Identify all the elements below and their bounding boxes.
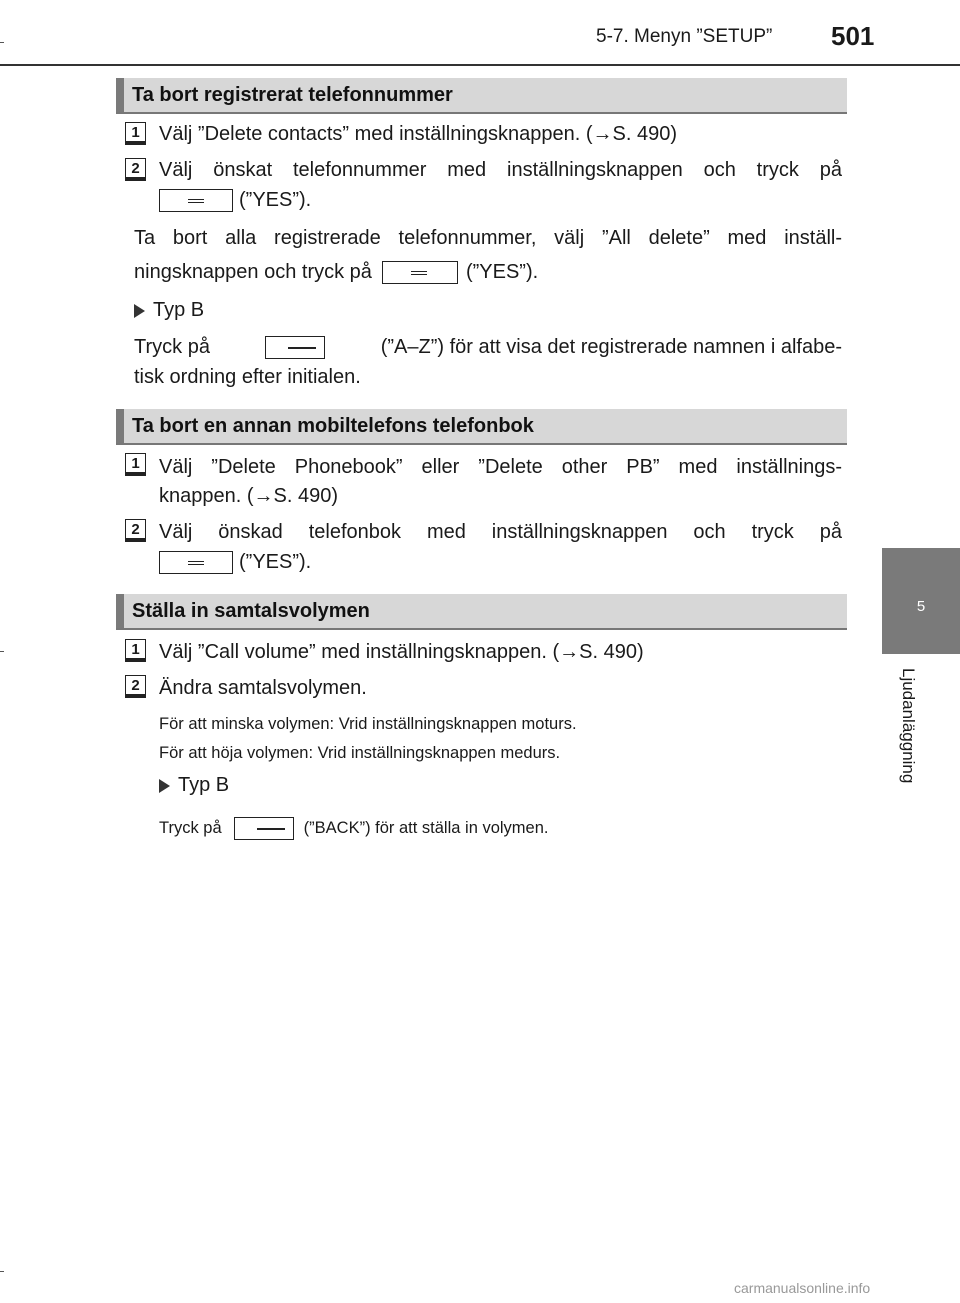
back-button-icon <box>234 817 294 840</box>
chapter-side-label-text: Ljudanläggning <box>899 668 918 784</box>
step-number: 2 <box>125 158 146 180</box>
triangle-bullet-icon <box>159 779 170 793</box>
type-b-text: Tryck på (”A–Z”) för att visa det registrerade namnen i alfabe- <box>134 336 842 358</box>
chapter-tab-number: 5 <box>916 598 926 615</box>
az-button-icon <box>265 336 325 359</box>
step-number: 2 <box>125 675 146 697</box>
yes-button-icon <box>159 551 233 574</box>
step-text-cont: knappen. (→S. 490) <box>159 485 338 507</box>
triangle-bullet-icon <box>134 304 145 318</box>
yes-button-icon <box>382 261 458 284</box>
sub-text: För att minska volymen: Vrid inställningsknappen moturs. <box>159 715 577 733</box>
section-heading-text: Ta bort en annan mobiltelefons telefonbok <box>132 415 534 437</box>
note-text: Ta bort alla registrerade telefonnummer, välj ”All delete” med inställ- <box>134 227 842 249</box>
step-text: Välj ”Delete contacts” med inställningsknappen. (→S. 490) <box>159 123 678 145</box>
section-heading-text: Ställa in samtalsvolymen <box>132 600 370 622</box>
chapter-tab <box>882 548 960 654</box>
section-heading-text: Ta bort registrerat telefonnummer <box>132 84 453 106</box>
chapter-side-label <box>894 668 924 808</box>
section-heading-delete-phonebook <box>116 409 847 445</box>
type-b-label: Typ B <box>159 771 229 800</box>
step-text: Välj ”Delete Phonebook” eller ”Delete other PB” med inställnings- <box>159 456 842 478</box>
type-b-text-cont: tisk ordning efter initialen. <box>134 366 361 388</box>
step-text: Välj önskat telefonnummer med inställningsknappen och tryck på <box>159 159 842 181</box>
step-text: Ändra samtalsvolymen. <box>159 677 367 699</box>
step-number: 1 <box>125 122 146 144</box>
watermark: carmanualsonline.info <box>734 1280 871 1296</box>
note-text-cont: ningsknappen och tryck på (”YES”). <box>134 261 539 283</box>
step-text-cont: (”YES”). <box>153 548 311 577</box>
crop-mark <box>0 651 4 652</box>
step-number: 1 <box>125 453 146 475</box>
step-text: Välj ”Call volume” med inställningsknappen. (→S. 490) <box>159 641 644 663</box>
chapter-title: 5-7. Menyn ”SETUP” <box>596 26 773 47</box>
header-rule <box>0 64 960 66</box>
yes-button-icon <box>159 189 233 212</box>
sub-text: För att höja volymen: Vrid inställningsknappen medurs. <box>159 744 561 762</box>
page-number: 501 <box>831 21 875 51</box>
type-b-label: Typ B <box>134 296 204 325</box>
step-number: 1 <box>125 639 146 661</box>
step-number: 2 <box>125 519 146 541</box>
crop-mark <box>0 1271 4 1272</box>
type-b-text: Tryck på (”BACK”) för att ställa in volymen. <box>159 814 548 843</box>
step-text: Välj önskad telefonbok med inställningsknappen och tryck på <box>159 521 842 543</box>
crop-mark <box>0 42 4 43</box>
section-heading-call-volume <box>116 594 847 630</box>
step-text-cont: (”YES”). <box>153 186 311 215</box>
section-heading-delete-number <box>116 78 847 114</box>
